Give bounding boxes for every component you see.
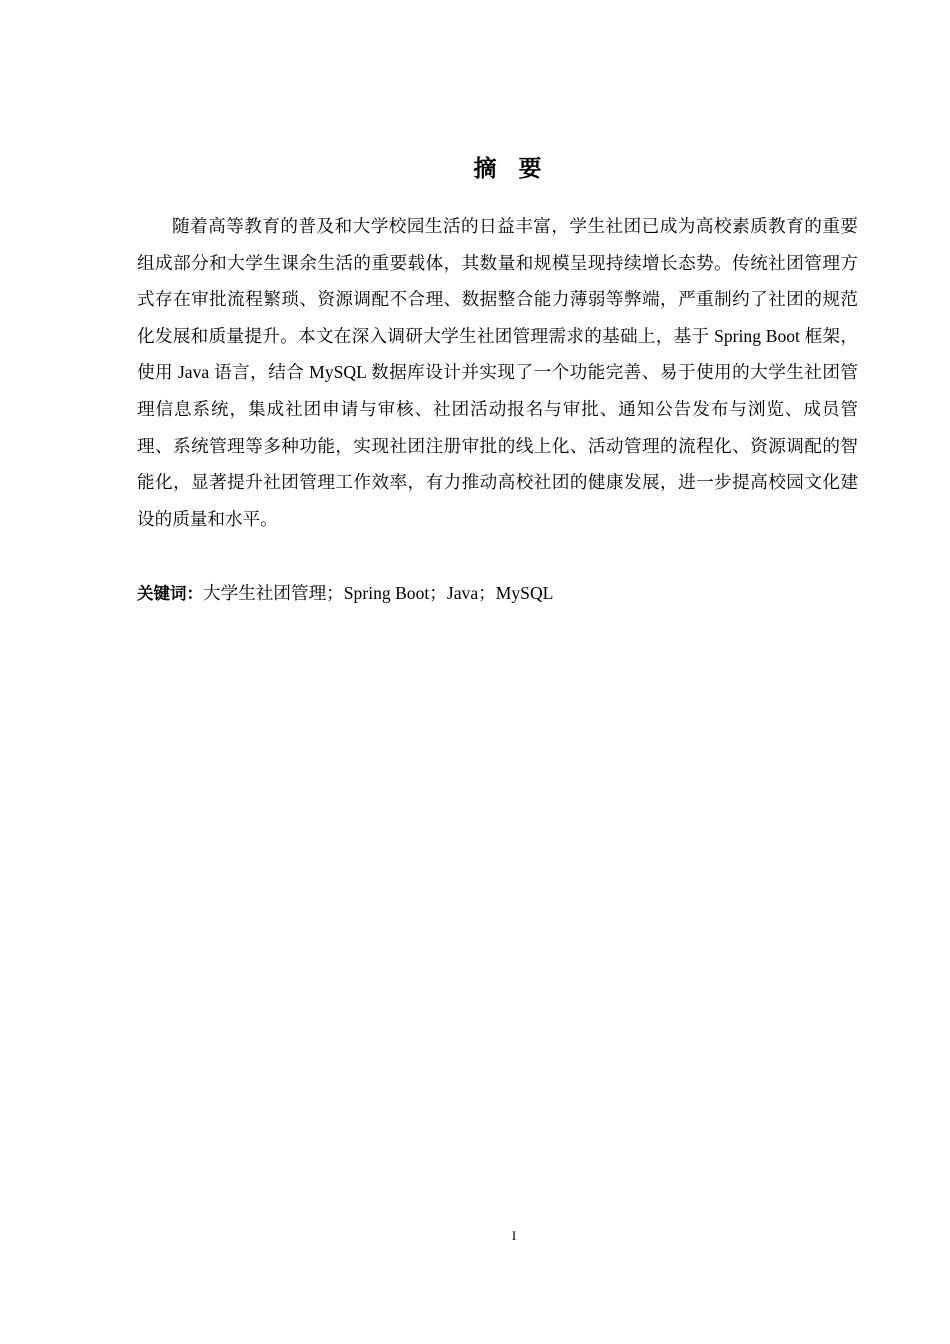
- keywords-line: [137, 578, 858, 609]
- page-number: I: [511, 1228, 517, 1243]
- abstract-paragraph: 随着高等教育的普及和大学校园生活的日益丰富，学生社团已成为高校素质教育的重要组成部分和大学生课余生活的重要载体，其数量和规模呈现持续增长态势。传统社团管理方式存在审批流程繁琐、资源调配不合理、数据整合能力薄弱等弊端，严重制约了社团的规范化发展和质量提升。本文在深入调研大学生社团管理需求的基础上，基于 Spring Boot 框架，使用 Java 语言，结合 MySQL 数据库设计并实现了一个功能完善、易于使用的大学生社团管理信息系统，集成社团申请与审核、社团活动报名与审批、通知公告发布与浏览、成员管理、系统管理等多种功能，实现社团注册审批的线上化、活动管理的流程化、资源调配的智能化，显著提升社团管理工作效率，有力推动高校社团的健康发展，进一步提高校园文化建设的质量和水平。: [137, 216, 858, 529]
- keywords-text: 大学生社团管理；Spring Boot；Java；MySQL: [203, 583, 554, 603]
- keywords-label: 关键词：: [137, 584, 203, 603]
- abstract-title: 摘 要: [473, 156, 549, 182]
